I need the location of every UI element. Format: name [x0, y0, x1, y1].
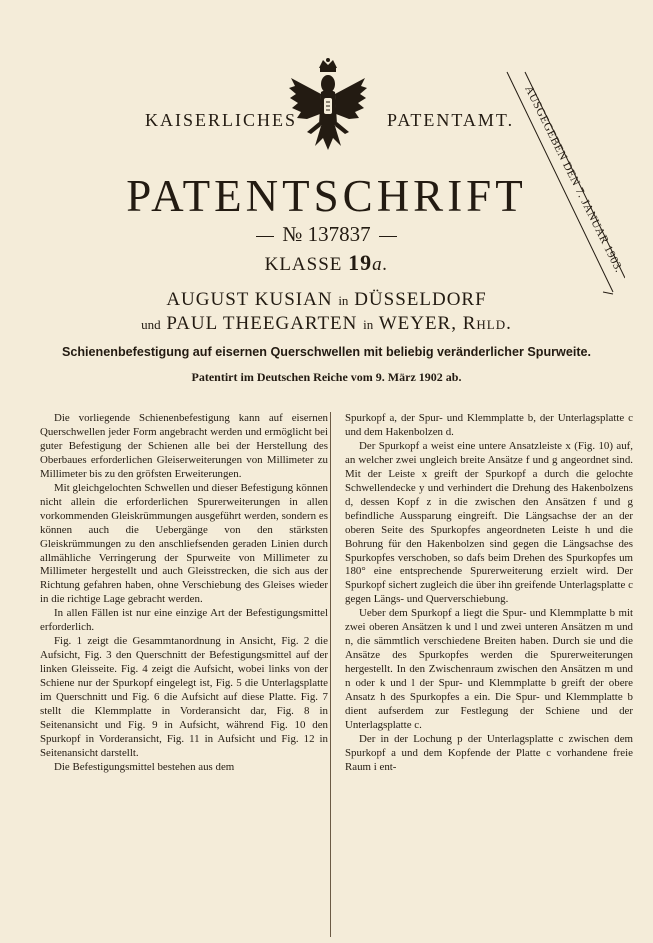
dash-left [256, 236, 274, 237]
invention-title: Schienenbefestigung auf eisernen Querschwellen mit beliebig veränderlicher Spurweite. [61, 345, 592, 359]
author-2-region: Rhld. [462, 313, 512, 334]
paragraph: Die Befestigungsmittel bestehen aus dem [54, 760, 235, 773]
dash-right [379, 236, 397, 237]
author-line-1 [0, 289, 653, 311]
author-2-name: PAUL THEEGARTEN [166, 313, 358, 334]
issue-date-stamp [495, 62, 625, 312]
svg-text:AUSGEGEBEN DEN 7. JANUAR 1903. [522, 84, 624, 275]
office-name-right: PATENTAMT. [387, 110, 515, 130]
paragraph: Der in der Lochung p der Unterlagsplatte c zwischen dem Spurkopf a und dem Kopfende der Platte c vorhandene freie Raum i ent- [345, 732, 633, 773]
stamp-text: AUSGEGEBEN DEN 7. JANUAR 1903. [522, 84, 625, 275]
body-column-left [40, 412, 328, 775]
column-divider [330, 412, 331, 937]
author-2-place: WEYER, [378, 313, 457, 334]
paragraph: Fig. 1 zeigt die Gesammtanordnung in Ansicht, Fig. 2 die Aufsicht, Fig. 3 den Querschnitt der Befestigungsmittel auf der linken Gleisseite. Fig. 4 zeigt die Aufsicht, wobei links von der Schiene nur der Spurkopf eingelegt ist, Fig. 5 die Unterlagsplatte im Querschnitt und Fig. 6 die Aufsicht auf diese Platte. Fig. 7 stellt die Klemmplatte in Vorderansicht dar, Fig. 8 in Seitenansicht und Fig. 9 in Aufsicht, während Fig. 10 den Spurkopf in Vorderansicht, Fig. 11 in Aufsicht und Fig. 12 in Seitenansicht darstellt. [40, 635, 328, 759]
author-2-und: und [141, 317, 161, 332]
paragraph: Die vorliegende Schienenbefestigung kann auf eisernen Querschwellen jeder Form angebracht werden und ermöglicht bei guter Befestigung der Schienen alle bei der Herstellung des Oberbaues erforderlichen Gleiserweiterungen von Millimeter zu Millimeter bis zu den gröfsten Erweiterungen. [40, 412, 328, 480]
author-1-in: in [338, 293, 349, 308]
patent-number: 137837 [307, 222, 371, 246]
author-2-in: in [363, 317, 374, 332]
paragraph: Der Spurkopf a weist eine untere Ansatzleiste x (Fig. 10) auf, an welcher zwei ungleich breite Ansätze f und g angeordnet sind. Mit der Leiste x greift der Spurkopf a durch die gelochte Schwellendecke y und verhindert die Drehung des Hakenbolzens d, dessen Kopf z in die zwischen den Ansätzen f und g befindliche Aussparung eingreift. Die Längsachse der an der oberen Seite des Spurkopfes angeordneten Leiste h und die Bohrung für den Hakenbolzen sind gegen die Längsachse des Spurkopfes verschoben, so dafs beim Drehen des Spurkopfes um 180° eine entsprechende Spurerweiterung erzielt wird. Der Spurkopf sichert zugleich die über ihn greifende Unterlagsplatte c gegen Längs- und Querverschiebung. [345, 439, 633, 606]
paragraph: Ueber dem Spurkopf a liegt die Spur- und Klemmplatte b mit zwei oberen Ansätzen k und l und zwei unteren Ansätzen m und n, die sämmtlich verschiedene Breiten haben. Durch sie und die Ansätze des Spurkopfes werden die Spurerweiterungen hergestellt. In den Zwischenraum zwischen den Ansätzen m und n oder k und l der Spur- und Klemmplatte b greift der obere Ansatz h des Spurkopfes a ein. Die Spur- und Klemmplatte b dient aufserdem zur Festlegung der Schiene und der Unterlagsplatte c. [345, 607, 633, 731]
author-1-place: DÜSSELDORF [354, 289, 487, 310]
class-number: 19 [348, 250, 373, 275]
body-column-right [345, 412, 633, 775]
paragraph: Spurkopf a, der Spur- und Klemmplatte b, der Unterlagsplatte c und dem Hakenbolzen d. [345, 412, 633, 438]
imperial-eagle-emblem [287, 58, 369, 152]
class-label: KLASSE [264, 254, 343, 275]
class-letter: a. [372, 254, 389, 275]
document-title: PATENTSCHRIFT [126, 171, 527, 221]
office-name-left: KAISERLICHES [145, 110, 298, 130]
author-line-2 [0, 313, 653, 335]
paragraph: Mit gleichgelochten Schwellen und dieser Befestigung können nicht allein die erforderlichen Spurerweiterungen in allen vorkommenden Gleiskrümmungen ausgeführt werden, sondern es können auch die Uebergänge von den stärksten Gleiskrümmungen zu den anschliefsenden geraden Linien durch allmähliche Verringerung der Spurweite von Millimeter zu Millimeter hergestellt und auch Gleisstrecken, die sich aus der Richtung gefahren haben, ohne Verschiebung des Gleises wieder in die richtige Lage gebracht werden. [40, 481, 328, 606]
paragraph: In allen Fällen ist nur eine einzige Art der Befestigungsmittel erforderlich. [40, 607, 328, 634]
patent-date: Patentirt im Deutschen Reiche vom 9. März 1902 ab. [191, 370, 462, 384]
number-prefix: № [282, 222, 303, 246]
author-1-name: AUGUST KUSIAN [166, 289, 333, 310]
